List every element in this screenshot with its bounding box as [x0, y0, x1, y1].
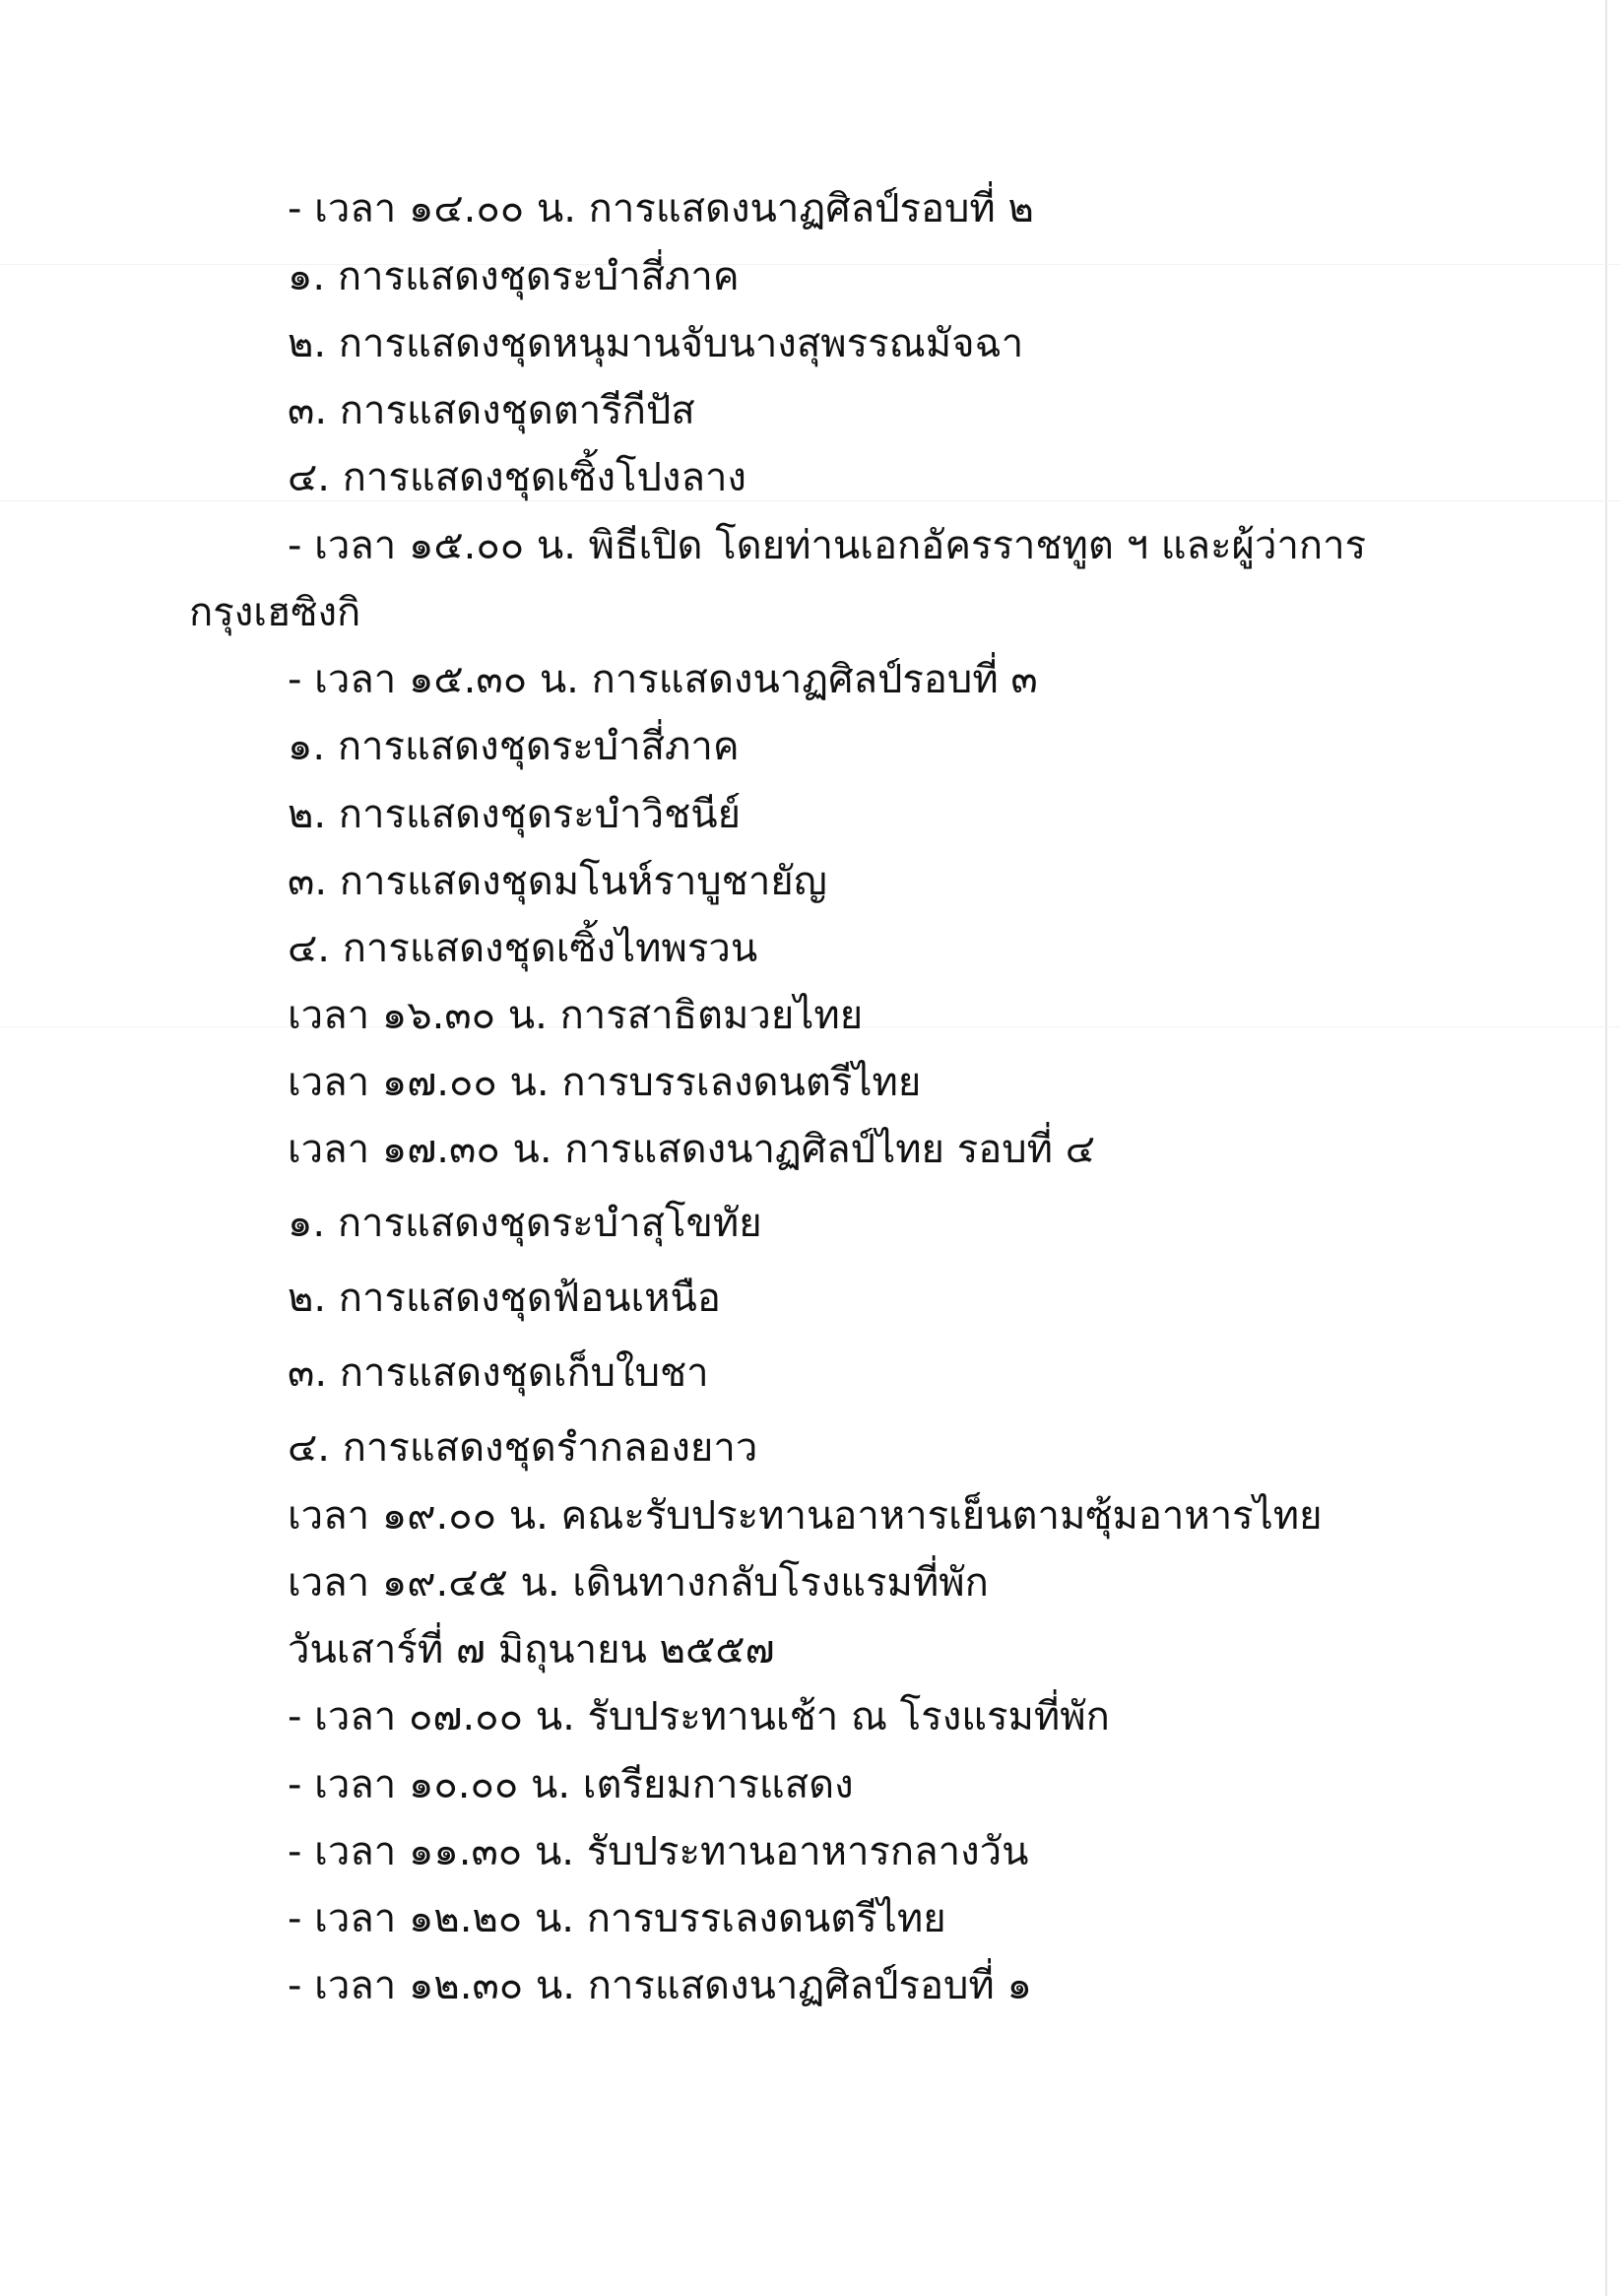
schedule-line: - เวลา ๑๕.๐๐ น. พิธีเปิด โดยท่านเอกอัครราชทูต ฯ และผู้ว่าการ: [288, 523, 1367, 568]
schedule-line-continuation: กรุงเฮซิงกิ: [189, 590, 361, 635]
schedule-line: เวลา ๑๗.๐๐ น. การบรรเลงดนตรีไทย: [288, 1060, 922, 1105]
schedule-line: เวลา ๑๙.๐๐ น. คณะรับประทานอาหารเย็นตามซุ้มอาหารไทย: [288, 1493, 1323, 1539]
schedule-line: เวลา ๑๖.๓๐ น. การสาธิตมวยไทย: [288, 993, 864, 1038]
schedule-line: ๔. การแสดงชุดเซิ้งโปงลาง: [288, 455, 746, 500]
schedule-line: ๓. การแสดงชุดมโนห์ราบูชายัญ: [288, 859, 827, 904]
schedule-line: - เวลา ๑๕.๓๐ น. การแสดงนาฏศิลป์รอบที่ ๓: [288, 657, 1038, 702]
schedule-line: ๔. การแสดงชุดเซิ้งไทพรวน: [288, 926, 758, 971]
schedule-line: วันเสาร์ที่ ๗ มิถุนายน ๒๕๕๗: [288, 1627, 775, 1673]
schedule-line: ๒. การแสดงชุดฟ้อนเหนือ: [288, 1276, 721, 1321]
schedule-line: - เวลา ๑๒.๒๐ น. การบรรเลงดนตรีไทย: [288, 1896, 946, 1941]
schedule-line: - เวลา ๑๐.๐๐ น. เตรียมการแสดง: [288, 1762, 854, 1807]
schedule-line: ๑. การแสดงชุดระบำสี่ภาค: [288, 254, 740, 299]
schedule-line: ๒. การแสดงชุดระบำวิชนีย์: [288, 792, 741, 837]
schedule-line: เวลา ๑๙.๔๕ น. เดินทางกลับโรงแรมที่พัก: [288, 1560, 989, 1606]
schedule-line: ๑. การแสดงชุดระบำสี่ภาค: [288, 724, 740, 769]
schedule-line: ๒. การแสดงชุดหนุมานจับนางสุพรรณมัจฉา: [288, 321, 1024, 366]
schedule-line: - เวลา ๑๒.๓๐ น. การแสดงนาฏศิลป์รอบที่ ๑: [288, 1963, 1032, 2008]
schedule-line: - เวลา ๑๑.๓๐ น. รับประทานอาหารกลางวัน: [288, 1829, 1029, 1874]
schedule-line: ๔. การแสดงชุดรำกลองยาว: [288, 1425, 758, 1471]
schedule-line: เวลา ๑๗.๓๐ น. การแสดงนาฏศิลป์ไทย รอบที่ ๔: [288, 1127, 1095, 1172]
scan-edge: [1605, 0, 1607, 2296]
schedule-line: - เวลา ๐๗.๐๐ น. รับประทานเช้า ณ โรงแรมที่พัก: [288, 1694, 1110, 1739]
schedule-line: ๑. การแสดงชุดระบำสุโขทัย: [288, 1201, 762, 1246]
schedule-line: ๓. การแสดงชุดเก็บใบชา: [288, 1350, 709, 1396]
scan-artifact-line: [0, 264, 1621, 265]
scan-artifact-line: [0, 500, 1621, 501]
schedule-line: - เวลา ๑๔.๐๐ น. การแสดงนาฏศิลป์รอบที่ ๒: [288, 186, 1034, 231]
schedule-line: ๓. การแสดงชุดตารีกีปัส: [288, 388, 695, 433]
